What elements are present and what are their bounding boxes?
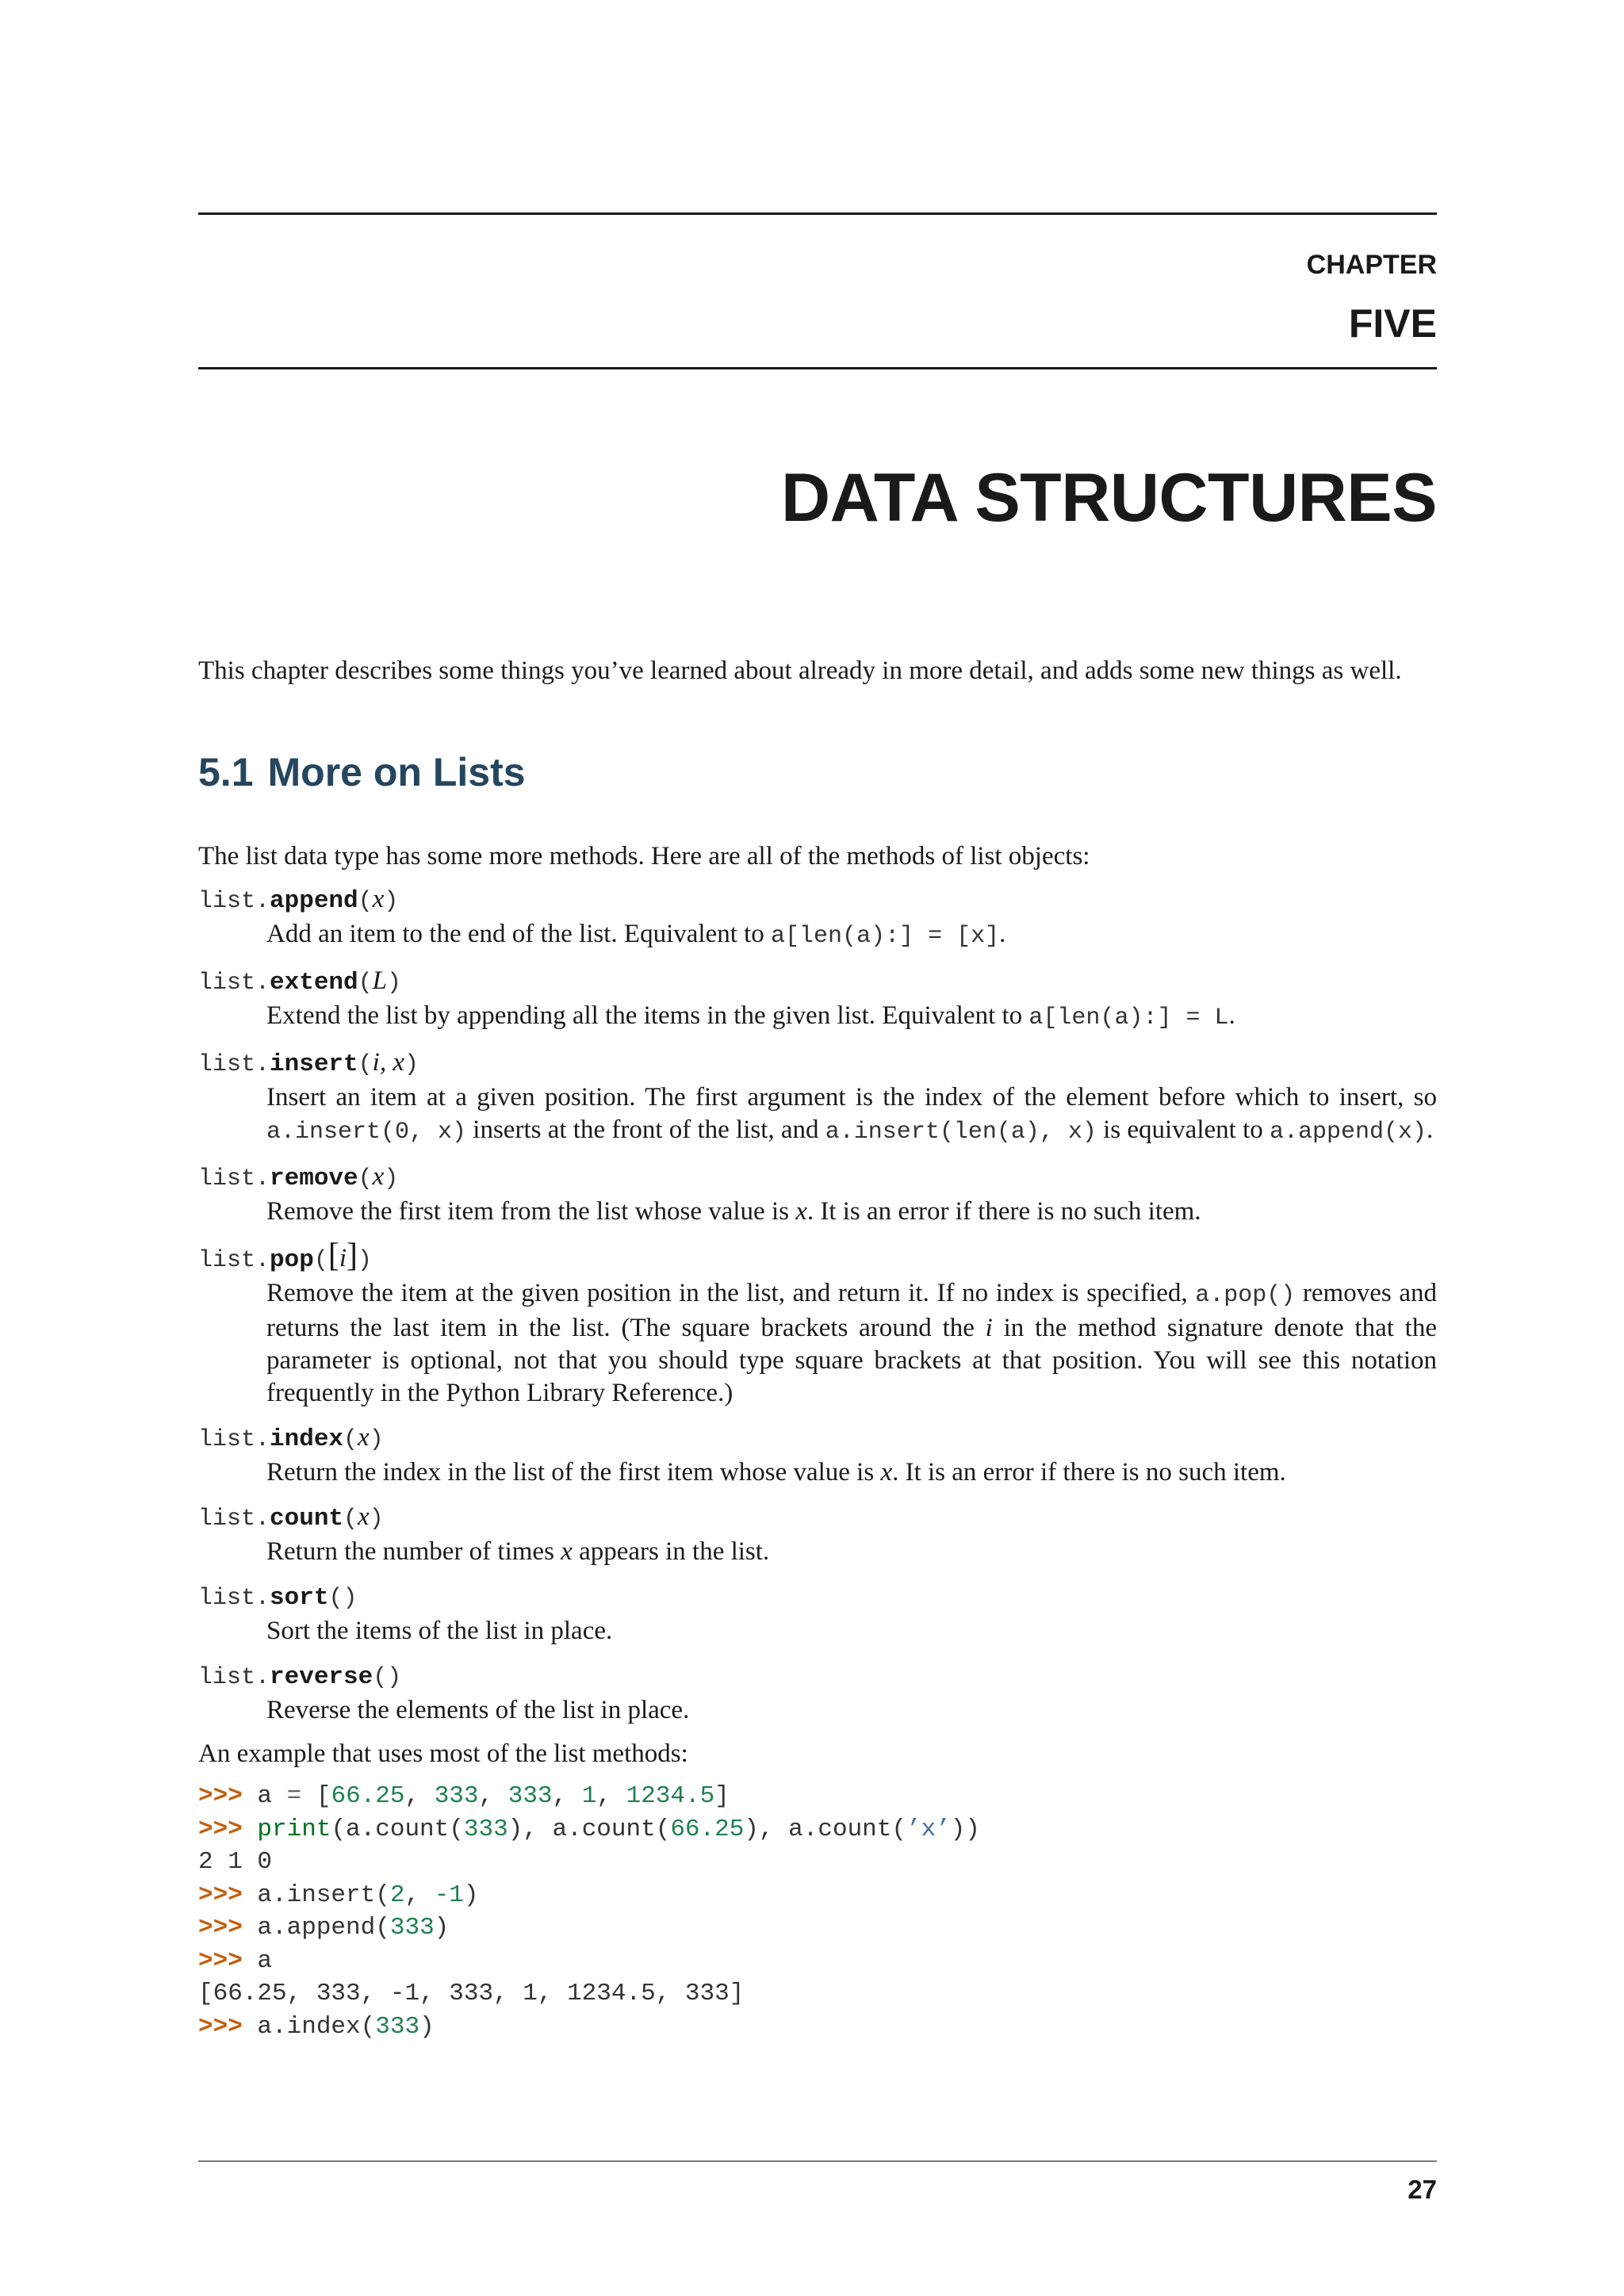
- method-description: Add an item to the end of the list. Equivalent to a[len(a):] = [x].: [266, 920, 1006, 950]
- method-signature: list.remove(x): [198, 1162, 399, 1192]
- method-signature: list.count(x): [198, 1502, 384, 1533]
- method-signature: list.extend(L): [198, 966, 402, 997]
- code-line: >>> print(a.count(333), a.count(66.25), a.count(’x’)): [198, 1815, 981, 1843]
- method-description: Sort the items of the list in place.: [266, 1617, 613, 1645]
- code-line: >>> a.index(333): [198, 2012, 435, 2041]
- code-output: [66.25, 333, -1, 333, 1, 1234.5, 333]: [198, 1980, 745, 2007]
- method-extend: [198, 964, 1437, 1035]
- method-signature: list.sort(): [198, 1584, 358, 1612]
- method-remove: [198, 1160, 1437, 1228]
- method-signature: list.append(x): [198, 885, 399, 915]
- method-sort: [198, 1579, 1437, 1647]
- method-description: Remove the first item from the list whose value is x. It is an error if there is no such item.: [266, 1197, 1201, 1226]
- code-example: [198, 1780, 1437, 2043]
- method-reverse: [198, 1659, 1437, 1727]
- method-description: Reverse the elements of the list in place.: [266, 1696, 690, 1724]
- intro-paragraph: This chapter describes some things you’ve learned about already in more detail, and adds some new things as well.: [198, 656, 1402, 685]
- method-signature: list.index(x): [198, 1423, 384, 1453]
- method-count: [198, 1500, 1437, 1568]
- method-index: [198, 1421, 1437, 1489]
- method-description: Extend the list by appending all the items in the given list. Equivalent to a[len(a):] = L.: [266, 1001, 1235, 1031]
- top-rule: [198, 212, 1437, 215]
- document-page: [198, 0, 1437, 2296]
- method-pop: [198, 1239, 1437, 1410]
- section-lead: The list data type has some more methods. Here are all of the methods of list objects:: [198, 842, 1090, 871]
- method-append: [198, 882, 1437, 953]
- section-body: [198, 840, 1437, 2043]
- chapter-rule: [198, 367, 1437, 369]
- method-signature: list.reverse(): [198, 1663, 402, 1691]
- example-intro: An example that uses most of the list methods:: [198, 1739, 688, 1768]
- code-output: 2 1 0: [198, 1848, 273, 1876]
- code-line: >>> a.append(333): [198, 1914, 450, 1942]
- page-number: 27: [1408, 2175, 1437, 2204]
- method-description: Return the number of times x appears in the list.: [266, 1537, 770, 1566]
- method-insert: [198, 1046, 1437, 1149]
- code-line: >>> a: [198, 1946, 273, 1975]
- chapter-title: DATA STRUCTURES: [781, 460, 1437, 536]
- code-line: >>> a.insert(2, -1): [198, 1881, 479, 1909]
- method-signature: list.insert(i, x): [198, 1048, 419, 1078]
- method-signature: list.pop([i]): [198, 1238, 373, 1274]
- section-heading: [198, 748, 526, 796]
- chapter-label: CHAPTER: [1306, 250, 1437, 280]
- code-line: >>> a = [66.25, 333, 333, 1, 1234.5]: [198, 1782, 730, 1810]
- section-title: More on Lists: [267, 750, 526, 794]
- method-description: Remove the item at the given position in the list, and return it. If no index is specified, a.pop() removes and returns the last item in the list. (The square brackets around the i in the method signature denote that the parameter is optional, not that you should type square brackets at that position. You will see this notation frequently in the Python Library Reference.): [266, 1279, 1437, 1407]
- method-description: Insert an item at a given position. The first argument is the index of the element before which to insert, so a.insert(0, x) inserts at the front of the list, and a.insert(len(a), x) is equivalent to a.append(x).: [266, 1083, 1437, 1146]
- footer-rule: [198, 2160, 1437, 2162]
- section-number: 5.1: [198, 750, 254, 794]
- chapter-number: FIVE: [1348, 301, 1437, 346]
- method-description: Return the index in the list of the first item whose value is x. It is an error if there is no such item.: [266, 1458, 1286, 1487]
